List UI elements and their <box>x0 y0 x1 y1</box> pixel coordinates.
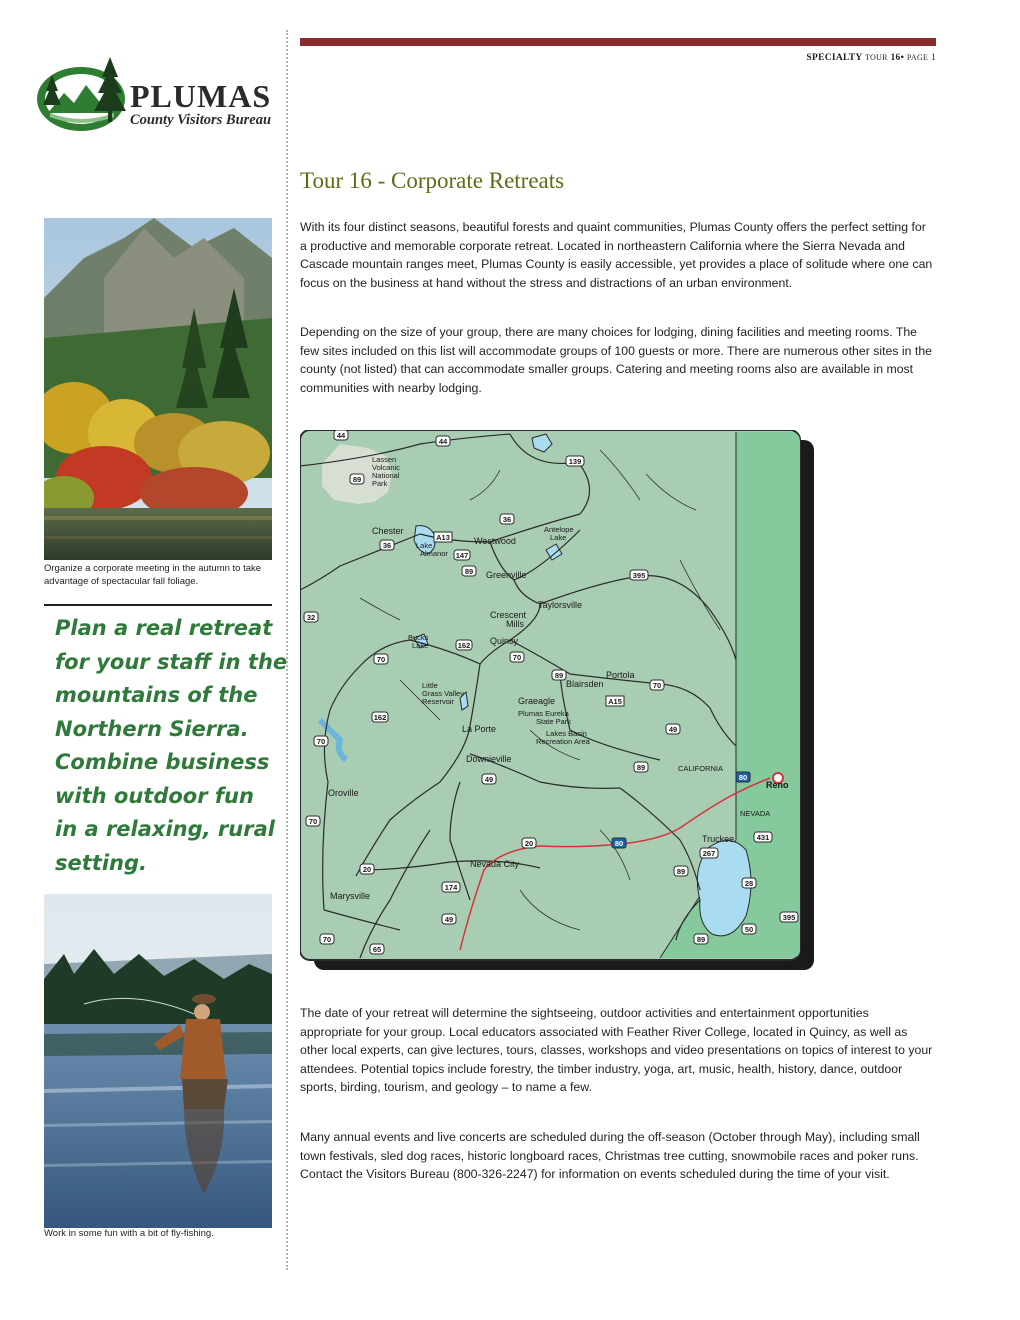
map-label: Lake <box>412 641 429 650</box>
map-label: Marysville <box>330 891 371 901</box>
map-label: Westwood <box>474 536 516 546</box>
route-shield <box>370 944 384 954</box>
route-shield <box>442 882 460 892</box>
route-shield <box>612 838 626 848</box>
svg-text:89: 89 <box>636 763 646 772</box>
events-paragraph: Many annual events and live concerts are scheduled during the off-season (October through May), including small town festivals, sled dog races, historic longboard races, Christmas tree cutting, snowmobile races and poker runs. Contact the Visitors Bureau (800-326-2247) for information on events scheduled during the time of your visit. <box>300 1130 920 1182</box>
route-shield <box>522 838 536 848</box>
logo-emblem-icon <box>36 55 131 135</box>
map-label: Downieville <box>466 754 512 764</box>
pull-quote <box>55 612 288 880</box>
route-shield <box>552 670 566 680</box>
map-label: Plumas Eureka <box>518 709 569 718</box>
tour-number: 16• <box>890 53 905 63</box>
svg-text:89: 89 <box>554 671 564 680</box>
route-shield <box>780 912 798 922</box>
page-number: 1 <box>930 53 936 63</box>
map-label: NEVADA <box>740 809 771 818</box>
route-shield <box>334 430 348 440</box>
map-label: National <box>372 471 400 480</box>
map-label: Lakes Basin <box>546 729 587 738</box>
route-shield <box>482 774 496 784</box>
activities-paragraph: The date of your retreat will determine the sightseeing, outdoor activities and entertainment opportunities appropriate for your group. Local educators associated with Feather River College, located in Quincy, as well as other local experts, can give lectures, tours, classes, workshops and video presentations on topics of interest to your attendees. Potential topics include forestry, the timber industry, yoga, art, music, health, history, dance, outdoor sports, birding, tourism, and geology – to name a few. <box>300 1006 933 1095</box>
svg-text:139: 139 <box>568 457 582 466</box>
svg-text:70: 70 <box>376 655 386 664</box>
svg-text:28: 28 <box>744 879 754 888</box>
svg-text:49: 49 <box>668 725 678 734</box>
pull-quote-line: Plan a real retreat <box>55 616 273 640</box>
route-shield <box>350 474 364 484</box>
pull-quote-line: mountains of the <box>55 683 258 707</box>
region-map <box>300 430 814 970</box>
map-label: Graeagle <box>518 696 556 706</box>
map-label: Grass Valley <box>422 689 464 698</box>
svg-text:44: 44 <box>336 431 346 440</box>
svg-text:36: 36 <box>382 541 392 550</box>
route-shield <box>666 724 680 734</box>
svg-text:89: 89 <box>352 475 362 484</box>
map-label: Almanor <box>420 549 448 558</box>
pull-quote-line: in a relaxing, rural <box>55 817 275 841</box>
map-label: Nevada City <box>470 859 520 869</box>
route-shield <box>742 878 756 888</box>
svg-text:89: 89 <box>676 867 686 876</box>
map-label: Reno <box>766 780 789 790</box>
svg-text:70: 70 <box>316 737 326 746</box>
map-label: Greenville <box>486 570 527 580</box>
fly-fishing-photo <box>44 894 272 1228</box>
page-title: Tour 16 - Corporate Retreats <box>300 168 565 193</box>
route-shield <box>736 772 750 782</box>
map-label: Crescent <box>490 610 527 620</box>
page-word: PAGE <box>906 53 929 62</box>
map-label: CALIFORNIA <box>678 764 724 773</box>
svg-text:A13: A13 <box>436 533 450 542</box>
map-label: Bucks <box>408 633 429 642</box>
route-shield <box>742 924 756 934</box>
route-shield <box>380 540 394 550</box>
fishing-caption: Work in some fun with a bit of fly-fishing. <box>44 1228 214 1239</box>
map-label: Park <box>372 479 388 488</box>
map-label: Mills <box>506 619 524 629</box>
svg-text:162: 162 <box>457 641 471 650</box>
foliage-caption: Organize a corporate meeting in the autumn to take advantage of spectacular fall foliage. <box>44 563 262 587</box>
route-shield <box>606 696 624 706</box>
pull-quote-line: with outdoor fun <box>55 783 254 808</box>
svg-text:431: 431 <box>756 833 770 842</box>
fall-foliage-photo <box>44 218 272 560</box>
route-shield <box>454 550 470 560</box>
svg-text:49: 49 <box>444 915 454 924</box>
map-label: State Park <box>536 717 572 726</box>
route-shield <box>442 914 456 924</box>
map-label: Lassen <box>372 455 397 464</box>
map-label: Quincy <box>490 636 519 646</box>
svg-text:162: 162 <box>373 713 387 722</box>
group-size-paragraph: Depending on the size of your group, there are many choices for lodging, dining facilities and meeting rooms. The few sites included on this list will accommodate groups of 100 guests or more. There are numerous other sites in the county (not listed) that can accommodate smaller groups. Catering and meeting rooms also are available in most communities with nearby lodging. <box>300 325 933 395</box>
route-shield <box>374 654 388 664</box>
svg-text:20: 20 <box>524 839 534 848</box>
route-shield <box>306 816 320 826</box>
pull-quote-line: Northern Sierra. <box>55 716 249 741</box>
route-shield <box>500 514 514 524</box>
svg-text:50: 50 <box>744 925 754 934</box>
svg-text:36: 36 <box>502 515 512 524</box>
pull-quote-line: Combine business <box>55 750 270 774</box>
map-label: Recreation Area <box>536 737 590 746</box>
svg-text:44: 44 <box>438 437 448 446</box>
route-shield <box>694 934 708 944</box>
map-label: Chester <box>372 526 404 536</box>
map-label: Volcanic <box>372 463 400 472</box>
svg-text:70: 70 <box>308 817 318 826</box>
route-shield <box>674 866 688 876</box>
map-label: Antelope <box>544 525 574 534</box>
svg-text:147: 147 <box>455 551 469 560</box>
map-label: Lake <box>416 541 433 550</box>
map-label: Truckee <box>702 834 735 844</box>
svg-text:70: 70 <box>512 653 522 662</box>
sidebar-rule <box>44 604 272 606</box>
svg-text:89: 89 <box>696 935 706 944</box>
svg-text:395: 395 <box>632 571 646 580</box>
svg-text:49: 49 <box>484 775 494 784</box>
route-shield <box>372 712 388 722</box>
map-label: Blairsden <box>566 679 604 689</box>
logo-title: PLUMAS <box>130 78 272 114</box>
route-shield <box>436 436 450 446</box>
route-shield <box>462 566 476 576</box>
svg-text:80: 80 <box>614 839 624 848</box>
map-label: Reservoir <box>422 697 455 706</box>
map-label: Oroville <box>328 788 359 798</box>
route-shield <box>754 832 772 842</box>
intro-paragraph: With its four distinct seasons, beautiful forests and quaint communities, Plumas County offers the perfect setting for a productive and memorable corporate retreat. Located in northeastern California where the Sierra Nevada and Cascade mountain ranges meet, Plumas County is easily accessible, yet provides a place of solitude where one can focus on the business at hand without the stress and distractions of an urban environment. <box>300 220 933 290</box>
map-label: Taylorsville <box>538 600 583 610</box>
route-shield <box>314 736 328 746</box>
tour-prefix: SPECIALTY <box>806 53 863 63</box>
route-shield <box>650 680 664 690</box>
route-shield <box>566 456 584 466</box>
svg-text:174: 174 <box>444 883 458 892</box>
route-shield <box>456 640 472 650</box>
route-shield <box>434 532 452 542</box>
map-label: Portola <box>606 670 635 680</box>
page-header <box>806 53 936 63</box>
svg-text:89: 89 <box>464 567 474 576</box>
tour-word: TOUR <box>864 53 888 62</box>
svg-text:32: 32 <box>306 613 316 622</box>
svg-text:65: 65 <box>372 945 382 954</box>
svg-text:20: 20 <box>362 865 372 874</box>
route-shield <box>304 612 318 622</box>
pull-quote-line: setting. <box>55 850 147 875</box>
svg-text:80: 80 <box>738 773 748 782</box>
map-label: Little <box>422 681 438 690</box>
logo-subtitle: County Visitors Bureau <box>130 112 272 128</box>
svg-text:395: 395 <box>782 913 796 922</box>
svg-text:267: 267 <box>702 849 716 858</box>
header-rule <box>300 38 936 46</box>
svg-text:70: 70 <box>652 681 662 690</box>
route-shield <box>360 864 374 874</box>
svg-text:A15: A15 <box>608 697 622 706</box>
route-shield <box>700 848 718 858</box>
svg-text:70: 70 <box>322 935 332 944</box>
route-shield <box>510 652 524 662</box>
route-shield <box>634 762 648 772</box>
route-shield <box>320 934 334 944</box>
map-label: Lake <box>550 533 567 542</box>
map-label: La Porte <box>462 724 497 734</box>
pull-quote-line: for your staff in the <box>55 649 288 674</box>
route-shield <box>630 570 648 580</box>
